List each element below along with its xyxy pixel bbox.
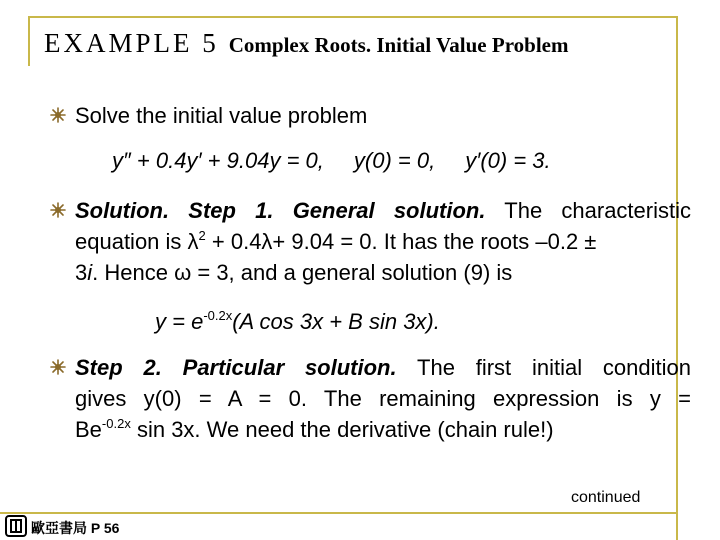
- frame-top-rule: [28, 16, 678, 18]
- bullet-2-line-2: [75, 226, 691, 257]
- derivative-rest: sin 3x. We need the derivative (chain rule!): [136, 417, 554, 442]
- gen-sol-exponent: -0.2x: [203, 308, 233, 323]
- char-eq-rest: + 0.4λ+ 9.04 = 0. It has the roots –0.2 ±: [211, 229, 597, 254]
- bullet-3-line-3: [75, 414, 691, 445]
- step-2-text: The first initial condition: [417, 355, 691, 380]
- general-solution: [155, 306, 440, 337]
- bullet-3-line-1: [75, 352, 691, 383]
- step-1-label: Solution. Step 1. General solution.: [75, 198, 486, 223]
- initial-condition-2: y′(0) = 3.: [465, 148, 551, 173]
- bullet-2-line-1: [75, 195, 691, 226]
- bullet-2-line-3: [75, 257, 691, 288]
- gen-sol-base: y = e: [155, 309, 204, 334]
- example-subtitle: Complex Roots. Initial Value Problem: [228, 33, 569, 57]
- bullet-1-text: Solve the initial value problem: [75, 103, 368, 128]
- gen-sol-rest: (A cos 3x + B sin 3x).: [232, 309, 440, 334]
- general-solution-intro: . Hence ω = 3, and a general solution (9) is: [92, 260, 513, 285]
- publisher-logo-icon: [5, 515, 27, 537]
- ode-equation: [112, 145, 551, 176]
- bullet-3-line-2: gives y(0) = A = 0. The remaining expression is y =: [75, 386, 691, 411]
- frame-left-rule: [28, 16, 30, 66]
- root-imag-coef: 3: [75, 260, 88, 285]
- char-eq-start: equation is λ: [75, 229, 199, 254]
- slide-title: [44, 28, 568, 59]
- initial-condition-1: y(0) = 0,: [353, 148, 436, 173]
- bullet-icon: [50, 359, 66, 375]
- derivative-exponent: -0.2x: [101, 416, 131, 431]
- bullet-icon: [50, 107, 66, 123]
- footer-page-label: 歐亞書局 P 56: [31, 520, 120, 536]
- derivative-base: Be: [75, 417, 102, 442]
- example-number: EXAMPLE 5: [44, 28, 219, 58]
- continued-label: continued: [571, 489, 641, 506]
- ode: y″ + 0.4y′ + 9.04y = 0,: [112, 148, 324, 173]
- bullet-icon: [50, 202, 66, 218]
- frame-bottom-rule: [0, 512, 678, 514]
- imag-unit: i: [87, 260, 93, 285]
- char-eq-exponent: 2: [198, 228, 206, 243]
- step-2-label: Step 2. Particular solution.: [75, 355, 397, 380]
- step-1-text: The characteristic: [504, 198, 691, 223]
